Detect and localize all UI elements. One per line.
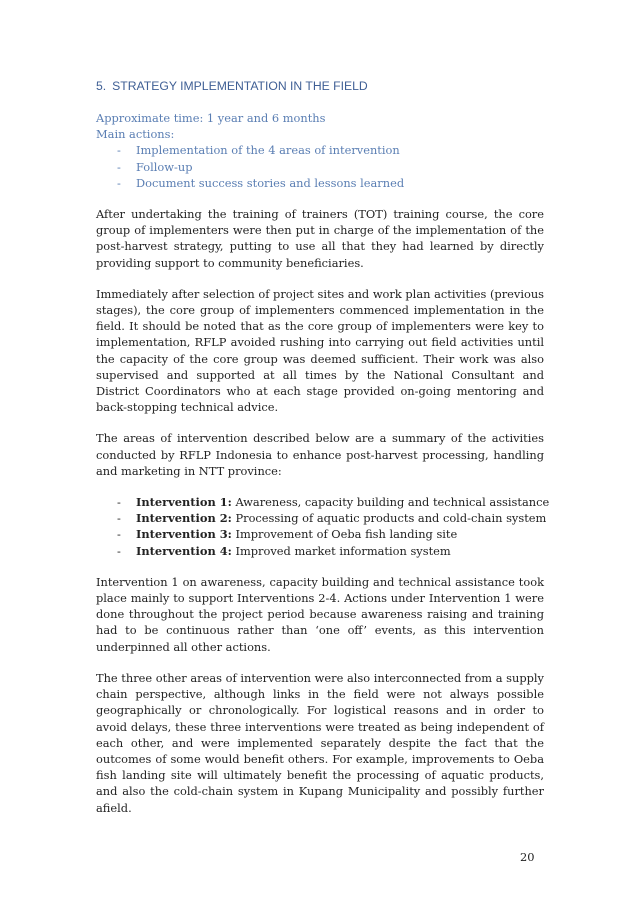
- list-dash: -: [117, 543, 121, 558]
- page-content: [96, 78, 550, 816]
- list-item: [96, 543, 544, 559]
- list-item: [96, 510, 547, 526]
- page-number: 20: [520, 850, 535, 864]
- list-dash: -: [117, 511, 121, 526]
- approximate-time: Approximate time: 1 year and 6 months: [96, 111, 326, 125]
- intervention-label: Intervention 3:: [136, 527, 232, 542]
- section-number: 5.: [96, 79, 107, 93]
- intervention-label: Intervention 2:: [136, 511, 232, 526]
- list-item: [96, 526, 544, 542]
- list-item: - Follow-up: [117, 159, 193, 174]
- list-item: [96, 494, 550, 510]
- interventions-list: [96, 494, 550, 559]
- main-actions-label: Main actions:: [96, 127, 175, 142]
- paragraph: After undertaking the training of trainers (TOT) training course, the core group of implementers were then put in charge of the implementation of the post-harvest strategy, putting to use all that they had learned by directly providing support to community beneficiaries.: [96, 207, 544, 270]
- intervention-label: Intervention 4:: [136, 543, 232, 558]
- intervention-text: Improved market information system: [231, 543, 451, 558]
- paragraph: Immediately after selection of project sites and work plan activities (previous stages), the core group of implementers commenced implementation in the field. It should be noted that as the core group of implementers were key to implementation, RFLP avoided rushing into carrying out field activities until the capacity of the core group was deemed sufficient. Their work was also supervised and supported at all times by the National Consultant and District Coordinators who at each stage provided on-going mentoring and back-stopping technical advice.: [96, 286, 545, 415]
- main-actions-list: [96, 142, 544, 191]
- list-dash: -: [117, 495, 121, 510]
- intervention-text: Improvement of Oeba fish landing site: [231, 527, 458, 542]
- paragraph: Intervention 1 on awareness, capacity building and technical assistance took place mainly to support Interventions 2-4. Actions under Intervention 1 were done throughout the project period because awareness raising and training had to be continuous rather than ‘one off’ events, as this intervention underpinned all other actions.: [96, 574, 544, 654]
- section-heading: [96, 78, 544, 95]
- list-dash: -: [117, 175, 121, 190]
- intervention-text: Processing of aquatic products and cold-chain system: [231, 511, 547, 526]
- paragraph: The areas of intervention described below are a summary of the activities conducted by RFLP Indonesia to enhance post-harvest processing, handling and marketing in NTT province:: [96, 431, 544, 478]
- list-dash: -: [117, 527, 121, 542]
- list-item: - Implementation of the 4 areas of intervention: [117, 143, 400, 158]
- list-dash: -: [117, 143, 121, 158]
- intervention-label: Intervention 1:: [136, 495, 232, 510]
- list-dash: -: [117, 159, 121, 174]
- intervention-text: Awareness, capacity building and technical assistance: [231, 495, 550, 510]
- paragraph: The three other areas of intervention were also interconnected from a supply chain perspective, although links in the field were not always possible geographically or chronologically. For logistical reasons and in order to avoid delays, these three interventions were treated as being independent of each other, and were implemented separately despite the fact that the outcomes of some would benefit others. For example, improvements to Oeba fish landing site will ultimately benefit the processing of aquatic products, and also the cold-chain system in Kupang Municipality and possibly further afield.: [96, 670, 544, 815]
- section-title: STRATEGY IMPLEMENTATION IN THE FIELD: [112, 79, 368, 93]
- list-item: - Document success stories and lessons learned: [117, 175, 405, 190]
